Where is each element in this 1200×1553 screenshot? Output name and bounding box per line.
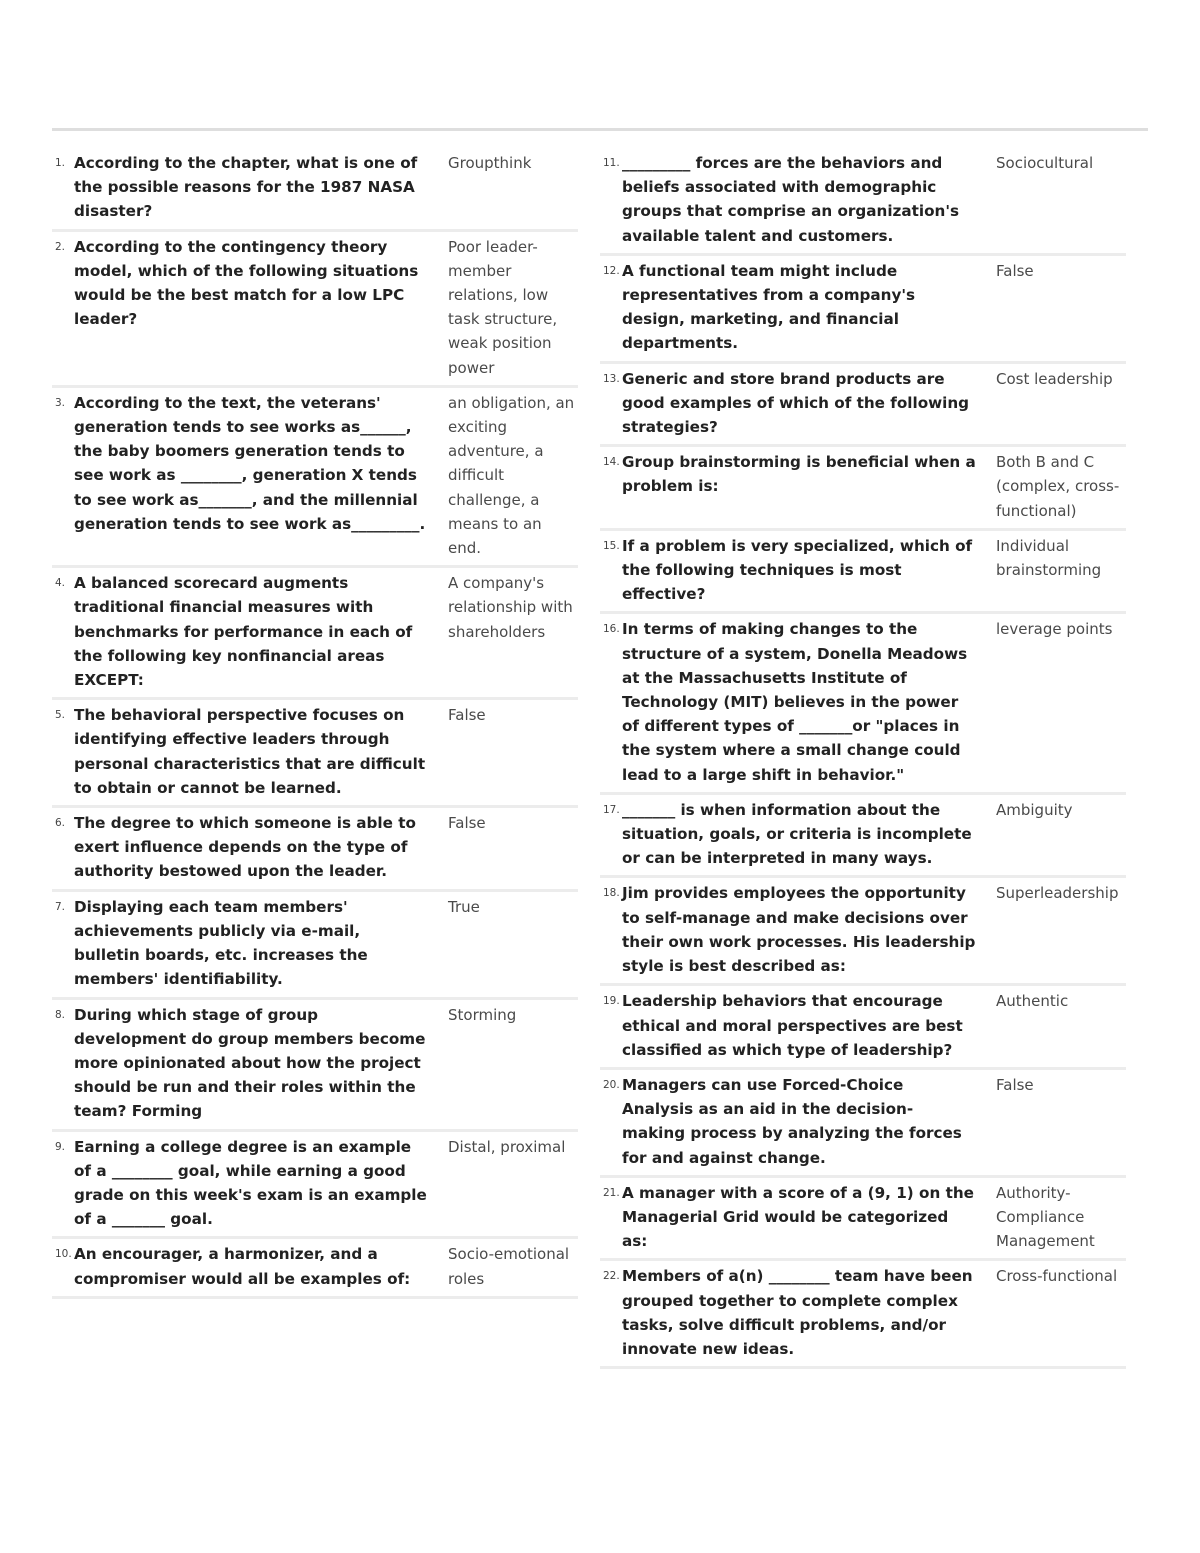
item-number: 13.	[603, 372, 620, 385]
right-column	[570, 128, 1148, 1369]
question-text: _________ forces are the behaviors and beliefs associated with demographic groups that comprise an organization's available talent and customers.	[622, 154, 960, 245]
qa-row	[52, 1239, 578, 1298]
qa-row	[600, 1261, 1126, 1369]
item-number: 3.	[55, 396, 66, 409]
qa-row	[600, 986, 1126, 1070]
answer-text: Socio-emotional roles	[448, 1245, 570, 1288]
question-text: If a problem is very specialized, which of the following techniques is most effective?	[622, 536, 973, 604]
question-text: The degree to which someone is able to exert influence depends on the type of authority bestowed upon the leader.	[74, 814, 416, 881]
answer-text: Poor leader-member relations, low task structure, weak position power	[448, 237, 558, 377]
qa-row	[600, 531, 1126, 615]
question-text: According to the text, the veterans' generation tends to see works as______, the baby boomers generation tends to see work as ________, generation X tends to see work as_______, and the millennial generation tends to see work as_________.	[74, 393, 426, 533]
question-text: A manager with a score of a (9, 1) on the Managerial Grid would be categorized as:	[622, 1183, 974, 1251]
item-number: 8.	[55, 1008, 66, 1021]
question-text: Displaying each team members' achievements publicly via e-mail, bulletin boards, etc. increases the members' identifiability.	[74, 897, 368, 989]
qa-row	[600, 447, 1126, 531]
item-number: 2.	[55, 240, 66, 253]
answer-text: Distal, proximal	[448, 1137, 566, 1156]
left-qa-list	[52, 131, 578, 1299]
qa-row	[600, 878, 1126, 986]
item-number: 17.	[603, 803, 620, 816]
question-text: According to the chapter, what is one of the possible reasons for the 1987 NASA disaster?	[74, 154, 418, 221]
answer-text: Sociocultural	[996, 154, 1094, 172]
item-number: 19.	[603, 995, 620, 1008]
qa-row	[52, 131, 578, 232]
answer-text: Cross-functional	[996, 1267, 1118, 1286]
qa-row	[600, 256, 1126, 364]
question-text: Leadership behaviors that encourage ethical and moral perspectives are best classified as which type of leadership?	[622, 992, 963, 1059]
item-number: 14.	[603, 456, 620, 469]
answer-text: False	[996, 1075, 1034, 1094]
answer-text: True	[448, 897, 480, 916]
question-text: In terms of making changes to the structure of a system, Donella Meadows at the Massachusetts Institute of Technology (MIT) believes in the power of different types of _______or "places in the system where a small change could lead to a large shift in behavior."	[622, 620, 968, 784]
qa-row	[52, 388, 578, 568]
answer-text: Cost leadership	[996, 369, 1113, 388]
question-text: An encourager, a harmonizer, and a compromiser would all be examples of:	[74, 1245, 411, 1288]
answer-text: leverage points	[996, 620, 1113, 639]
qa-row	[52, 232, 578, 388]
item-number: 10.	[55, 1248, 72, 1261]
answer-text: Superleadership	[996, 884, 1119, 903]
answer-text: an obligation, an exciting adventure, a difficult challenge, a means to an end.	[448, 393, 575, 558]
question-text: Generic and store brand products are good examples of which of the following strategies?	[622, 369, 970, 437]
item-number: 4.	[55, 577, 66, 590]
answer-text: A company's relationship with shareholders	[448, 574, 573, 641]
question-text: Group brainstorming is beneficial when a problem is:	[622, 453, 976, 496]
question-text: Earning a college degree is an example of a ________ goal, while earning a good grade on this week's exam is an example of a _______ goal.	[74, 1137, 427, 1229]
qa-row	[52, 568, 578, 700]
qa-row	[52, 1000, 578, 1132]
item-number: 5.	[55, 709, 66, 722]
qa-row	[52, 700, 578, 808]
qa-row	[600, 614, 1126, 794]
qa-row	[52, 1132, 578, 1240]
qa-row	[52, 892, 578, 1000]
answer-text: Authority-Compliance Management	[996, 1183, 1095, 1251]
question-text: The behavioral perspective focuses on identifying effective leaders through personal characteristics that are difficult to obtain or cannot be learned.	[74, 706, 426, 797]
question-text: _______ is when information about the situation, goals, or criteria is incomplete or can be interpreted in many ways.	[622, 800, 972, 868]
answer-text: Individual brainstorming	[996, 536, 1102, 580]
item-number: 6.	[55, 817, 66, 830]
answer-text: Both B and C (complex, cross-functional)	[996, 453, 1120, 520]
item-number: 15.	[603, 539, 620, 552]
answer-text: False	[448, 814, 486, 833]
item-number: 9.	[55, 1140, 66, 1153]
answer-text: Groupthink	[448, 154, 532, 172]
item-number: 22.	[603, 1270, 620, 1283]
qa-row	[600, 364, 1126, 448]
answer-text: Ambiguity	[996, 800, 1073, 819]
item-number: 18.	[603, 887, 620, 900]
question-text: A functional team might include representatives from a company's design, marketing, and financial departments.	[622, 261, 916, 353]
item-number: 20.	[603, 1078, 620, 1091]
qa-row	[600, 1178, 1126, 1262]
item-number: 12.	[603, 264, 620, 277]
question-text: A balanced scorecard augments traditional financial measures with benchmarks for performance in each of the following key nonfinancial areas EXCEPT:	[74, 574, 413, 690]
item-number: 7.	[55, 900, 66, 913]
question-text: According to the contingency theory model, which of the following situations would be the best match for a low LPC leader?	[74, 237, 419, 329]
left-column	[52, 128, 578, 1299]
question-text: Managers can use Forced-Choice Analysis as an aid in the decision-making process by analyzing the forces for and against change.	[622, 1075, 962, 1167]
qa-row	[600, 795, 1126, 879]
qa-row	[600, 131, 1126, 256]
answer-text: False	[448, 706, 486, 725]
question-text: During which stage of group development do group members become more opinionated about how the project should be run and their roles within the team? Forming	[74, 1005, 426, 1121]
right-qa-list	[600, 131, 1126, 1369]
question-text: Members of a(n) ________ team have been grouped together to complete complex tasks, solve difficult problems, and/or innovate new ideas.	[622, 1267, 973, 1358]
item-number: 11.	[603, 157, 620, 169]
item-number: 21.	[603, 1186, 620, 1199]
qa-row	[600, 1070, 1126, 1178]
answer-text: False	[996, 261, 1034, 280]
item-number: 16.	[603, 623, 620, 636]
item-number: 1.	[55, 157, 66, 169]
qa-row	[52, 808, 578, 892]
question-text: Jim provides employees the opportunity to self-manage and make decisions over their own work processes. His leadership style is best described as:	[622, 884, 976, 976]
answer-text: Authentic	[996, 992, 1069, 1011]
answer-text: Storming	[448, 1005, 517, 1024]
